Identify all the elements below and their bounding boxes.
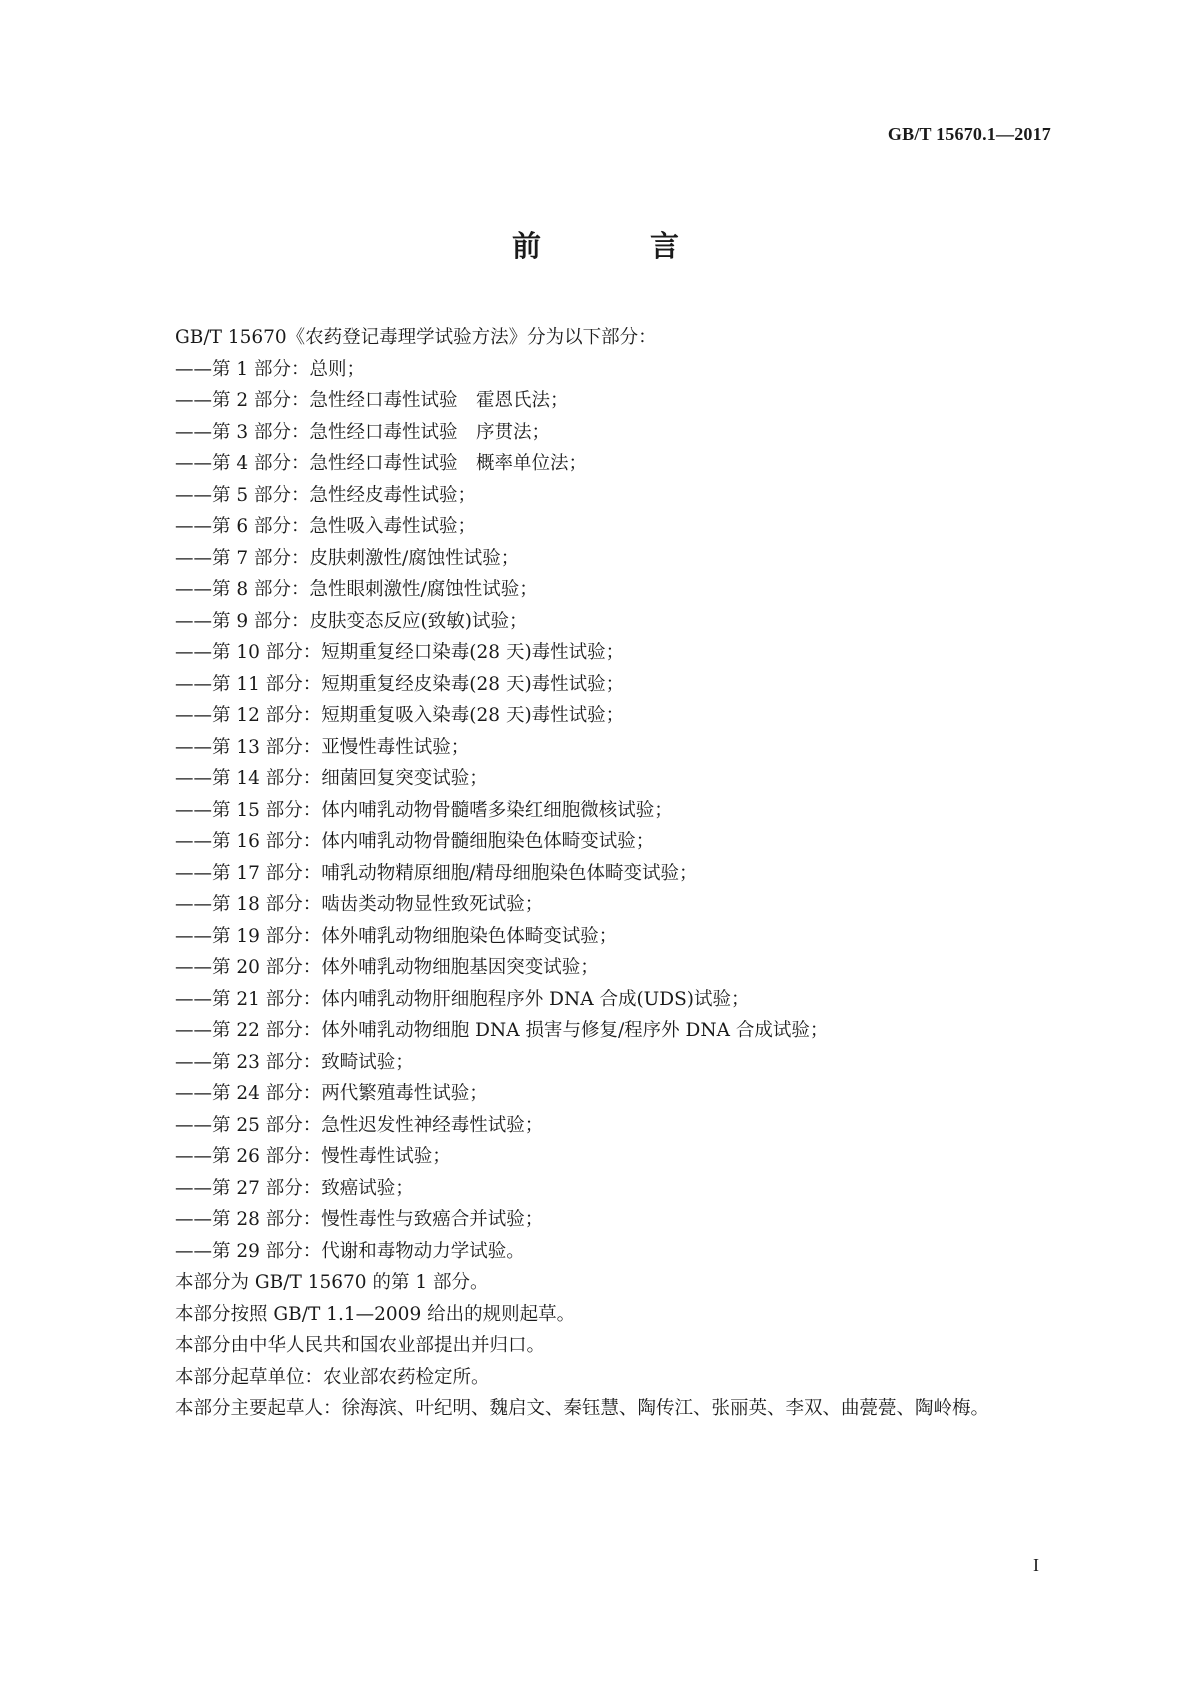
- part-item: ——第 24 部分：两代繁殖毒性试验；: [175, 1083, 488, 1104]
- foreword-body: [0, 322, 1191, 1425]
- part-item: ——第 25 部分：急性迟发性神经毒性试验；: [175, 1114, 544, 1136]
- statement-paragraph: 本部分起草单位：农业部农药检定所。: [175, 1366, 490, 1388]
- standard-code: GB/T 15670.1—2017: [887, 124, 1051, 144]
- page-number: I: [1033, 1555, 1039, 1575]
- part-item: ——第 5 部分：急性经皮毒性试验；: [175, 484, 477, 506]
- part-item: ——第 7 部分：皮肤刺激性/腐蚀性试验；: [175, 547, 520, 569]
- part-item: ——第 18 部分：啮齿类动物显性致死试验；: [175, 894, 544, 915]
- statement-paragraph: 本部分主要起草人：徐海滨、叶纪明、魏启文、秦钰慧、陶传江、张丽英、李双、曲甍甍、陶岭梅。: [175, 1398, 990, 1419]
- part-item: ——第 17 部分：哺乳动物精原细胞/精母细胞染色体畸变试验；: [175, 862, 698, 884]
- part-item: ——第 19 部分：体外哺乳动物细胞染色体畸变试验；: [175, 925, 618, 947]
- statement-paragraph: 本部分按照 GB/T 1.1—2009 给出的规则起草。: [175, 1303, 576, 1325]
- part-item: ——第 4 部分：急性经口毒性试验 概率单位法；: [175, 453, 588, 474]
- part-item: ——第 11 部分：短期重复经皮染毒(28 天)毒性试验；: [175, 673, 625, 695]
- statement-paragraph: 本部分由中华人民共和国农业部提出并归口。: [175, 1335, 546, 1356]
- part-item: ——第 23 部分：致畸试验；: [175, 1051, 414, 1073]
- part-item: ——第 16 部分：体内哺乳动物骨髓细胞染色体畸变试验；: [175, 831, 655, 852]
- part-item: ——第 1 部分：总则；: [175, 358, 366, 380]
- part-item: ——第 28 部分：慢性毒性与致癌合并试验；: [175, 1209, 544, 1230]
- parts-list: [0, 354, 1191, 1268]
- part-item: ——第 9 部分：皮肤变态反应(致敏)试验；: [175, 610, 528, 632]
- intro-paragraph: GB/T 15670《农药登记毒理学试验方法》分为以下部分：: [175, 327, 657, 348]
- part-item: ——第 10 部分：短期重复经口染毒(28 天)毒性试验；: [175, 642, 625, 663]
- part-item: ——第 14 部分：细菌回复突变试验；: [175, 768, 488, 789]
- part-item: ——第 26 部分：慢性毒性试验；: [175, 1146, 451, 1167]
- part-item: ——第 21 部分：体内哺乳动物肝细胞程序外 DNA 合成(UDS)试验；: [175, 988, 750, 1010]
- part-item: ——第 6 部分：急性吸入毒性试验；: [175, 516, 477, 537]
- part-item: ——第 29 部分：代谢和毒物动力学试验。: [175, 1240, 525, 1262]
- part-item: ——第 15 部分：体内哺乳动物骨髓嗜多染红细胞微核试验；: [175, 799, 673, 821]
- part-item: ——第 3 部分：急性经口毒性试验 序贯法；: [175, 421, 551, 443]
- part-item: ——第 20 部分：体外哺乳动物细胞基因突变试验；: [175, 957, 599, 978]
- part-item: ——第 22 部分：体外哺乳动物细胞 DNA 损害与修复/程序外 DNA 合成试验；: [175, 1020, 829, 1041]
- part-item: ——第 8 部分：急性眼刺激性/腐蚀性试验；: [175, 579, 538, 600]
- part-item: ——第 27 部分：致癌试验；: [175, 1177, 414, 1199]
- part-item: ——第 13 部分：亚慢性毒性试验；: [175, 736, 470, 758]
- part-item: ——第 2 部分：急性经口毒性试验 霍恩氏法；: [175, 390, 569, 411]
- statement-paragraph: 本部分为 GB/T 15670 的第 1 部分。: [175, 1272, 489, 1293]
- part-item: ——第 12 部分：短期重复吸入染毒(28 天)毒性试验；: [175, 705, 625, 726]
- page-title: 前 言: [511, 229, 719, 263]
